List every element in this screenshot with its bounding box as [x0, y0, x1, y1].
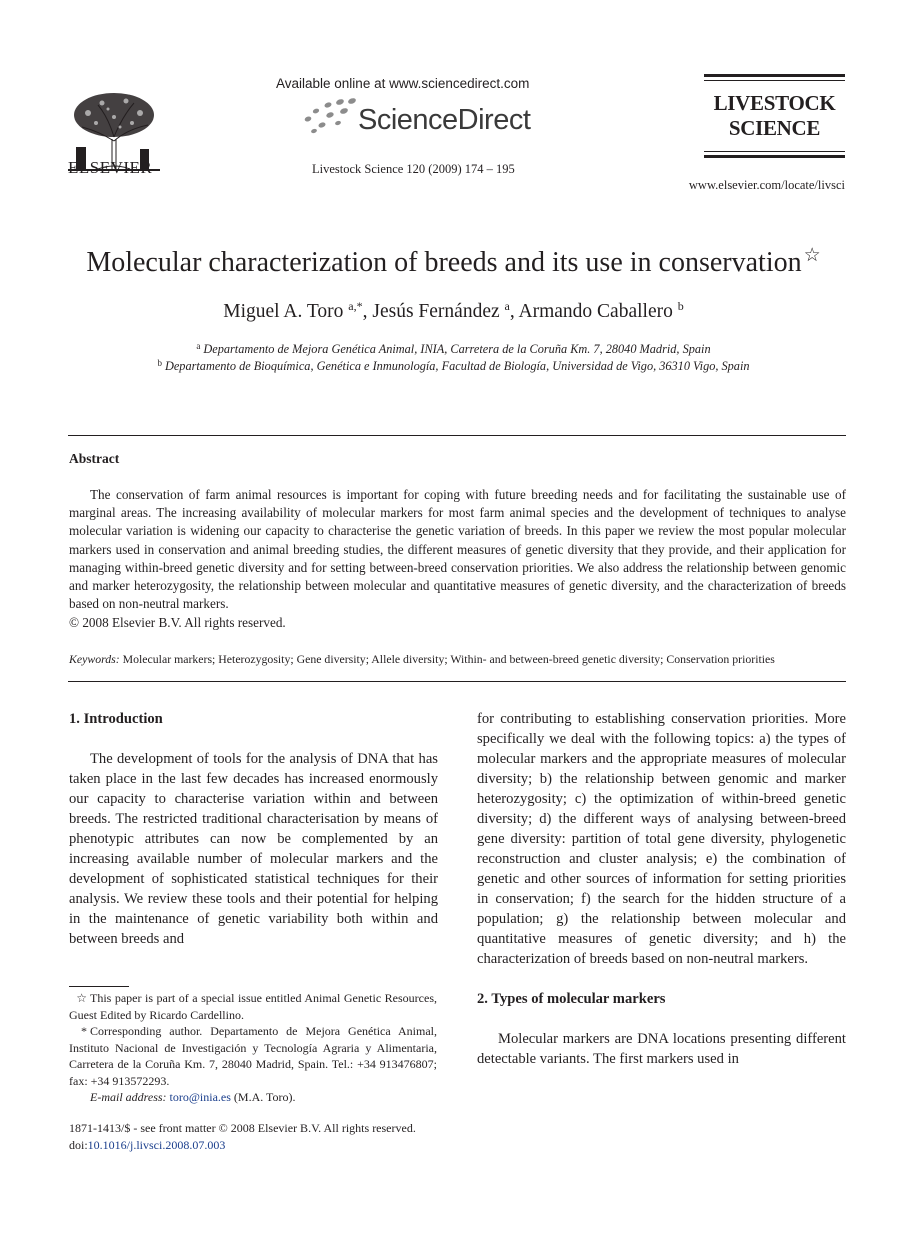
author-affil-mark[interactable]: a: [504, 299, 510, 313]
keywords-label: Keywords:: [69, 652, 120, 666]
markers-paragraph: Molecular markers are DNA locations presenting different detectable variants. The first markers used in: [477, 1031, 846, 1067]
journal-title-block: [704, 74, 845, 158]
email-suffix: (M.A. Toro).: [233, 1090, 296, 1104]
email-link[interactable]: toro@inia.es: [169, 1090, 231, 1104]
journal-bottom-rule-thin: [704, 151, 845, 152]
journal-top-rule: [704, 74, 845, 77]
publisher-name: ELSEVIER: [68, 158, 153, 177]
author-affil-mark[interactable]: b: [677, 299, 684, 313]
keywords-line: [69, 652, 846, 667]
affiliation-mark: b: [157, 358, 162, 368]
affiliation-b: [0, 358, 907, 374]
abstract-copyright: © 2008 Elsevier B.V. All rights reserved.: [69, 615, 286, 630]
section-heading-introduction: 1. Introduction: [69, 711, 163, 727]
footnote-corresponding: [69, 1023, 437, 1089]
article-title: [0, 244, 907, 279]
author-separator: ,: [362, 301, 373, 322]
author-name[interactable]: Armando Caballero: [518, 301, 673, 322]
abstract-text: The conservation of farm animal resources is important for coping with future breeding needs and for facilitating the sustainable use of marginal areas. The increasing availability of molecular markers for most farm animal species and the development of techniques to analyse molecular variation is widening our capacity to characterise the genetic variation of breeds. In this paper we review the most popular molecular markers used in conservation and animal breeding studies, the different measures of genetic diversity that they provide, and their application for managing within-breed genetic diversity and for setting between-breed conservation priorities. We also address the relationship between genomic and marker heterozygosity, the relationship between molecular and quantitative measures of genetic diversity, and the characterization of breeds based on non-neutral markers.: [69, 487, 846, 612]
article-title-text: Molecular characterization of breeds and its use in conservation: [86, 247, 802, 278]
intro-paragraph: The development of tools for the analysis of DNA that has taken place in the last few decades has increased enormously our capacity to characterise variation within and between breeds. The restricted traditional characterisation by means of phenotypic attributes can now be complemented by an increasing available number of molecular markers and the development of sophisticated statistical techniques for their analysis. We review these tools and their potential for helping in the maintenance of genetic variability both within and between breeds and: [69, 751, 438, 947]
affiliation-text: Departamento de Mejora Genética Animal, INIA, Carretera de la Coruña Km. 7, 28040 Madrid, Spain: [203, 342, 711, 356]
journal-name: [704, 81, 845, 151]
footnote-text: Corresponding author. Departamento de Mejora Genética Animal, Instituto Nacional de Investigación y Tecnología Agraria y Alimentaria, Carretera de la Coruña Km. 7, 28040 Madrid, Spain. Tel.: +34 913476807; fax: +34 913572293.: [69, 1024, 437, 1088]
abstract-top-rule: [68, 435, 846, 436]
author-list: [0, 299, 907, 323]
journal-bottom-rule: [704, 155, 845, 158]
keywords-text: Molecular markers; Heterozygosity; Gene diversity; Allele diversity; Within- and between-breed genetic diversity; Conservation priorities: [122, 652, 775, 666]
footnote-star-mark: ☆: [76, 991, 87, 1005]
author-affil-mark[interactable]: a,*: [348, 299, 363, 313]
intro-continuation: for contributing to establishing conservation priorities. More specifically we deal with the following topics: a) the types of molecular markers and the appropriate measures of molecular diversity; b) the relationship between genomic and marker heterozygosity; c) the optimization of within-breed genetic diversity; d) the different ways of analysing between-breed gene diversity: partition of total gene diversity, phylogenetic reconstruction and cluster analysis; e) the combination of genetic and other sources of information for setting priorities in conservation; f) the search for the hidden structure of a population; g) the relationship between molecular and quantitative measures of genetic diversity; and h) the characterization of breeds based on non-neutral markers.: [477, 711, 846, 967]
abstract-bottom-rule: [68, 681, 846, 682]
journal-name-line1: LIVESTOCK: [713, 91, 836, 115]
title-footnote-star[interactable]: ☆: [803, 245, 821, 266]
footnote-rule: [69, 986, 129, 987]
footnotes: [69, 990, 437, 1106]
footnote-email: [69, 1089, 437, 1106]
doi-label: doi:: [69, 1137, 88, 1152]
footnote-special-issue: [69, 990, 437, 1023]
footnote-asterisk-mark: *: [81, 1024, 87, 1038]
journal-name-line2: SCIENCE: [728, 116, 821, 140]
author-separator: ,: [509, 301, 519, 322]
sciencedirect-dots-icon: [300, 97, 362, 137]
doi-link[interactable]: 10.1016/j.livsci.2008.07.003: [87, 1137, 226, 1152]
sciencedirect-wordmark: ScienceDirect: [358, 104, 531, 136]
section-heading-markers: 2. Types of molecular markers: [477, 991, 666, 1007]
issn-line: 1871-1413/$ - see front matter © 2008 Elsevier B.V. All rights reserved.: [69, 1121, 416, 1135]
author-name[interactable]: Miguel A. Toro: [223, 301, 344, 322]
affiliation-mark: a: [196, 341, 201, 351]
affiliation-a: [0, 341, 907, 357]
footnote-text: This paper is part of a special issue entitled Animal Genetic Resources, Guest Edited by Ricardo Cardellino.: [69, 991, 437, 1022]
abstract-heading: Abstract: [69, 451, 120, 466]
email-label: E-mail address:: [90, 1090, 167, 1104]
issn-block: [69, 1120, 416, 1153]
doi-line: [69, 1137, 416, 1154]
affiliation-text: Departamento de Bioquímica, Genética e Inmunología, Facultad de Biología, Universidad de Vigo, 36310 Vigo, Spain: [164, 359, 750, 373]
journal-url-link[interactable]: www.elsevier.com/locate/livsci: [688, 178, 845, 192]
journal-citation: Livestock Science 120 (2009) 174 – 195: [312, 162, 515, 176]
available-online-text: Available online at www.sciencedirect.com: [276, 76, 530, 91]
left-column: [69, 709, 438, 949]
abstract-body: [69, 486, 846, 613]
right-column: [477, 709, 846, 1069]
author-name[interactable]: Jesús Fernández: [372, 301, 500, 322]
